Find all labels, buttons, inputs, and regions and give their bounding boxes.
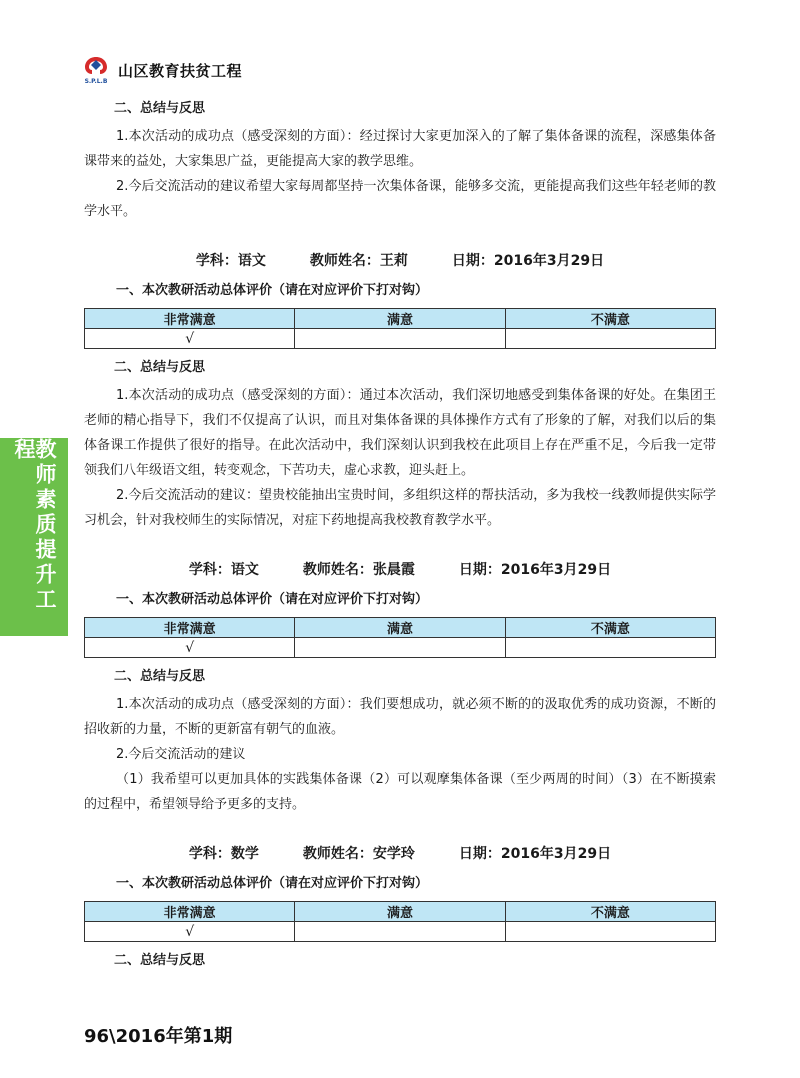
table-header-row <box>85 618 716 638</box>
summary-paragraph: 1.本次活动的成功点（感受深刻的方面）：经过探讨大家更加深入的了解了集体备课的流程，深感集体备课带来的益处，大家集思广益，更能提高大家的教学思维。 <box>84 129 716 169</box>
logo-icon <box>82 55 110 85</box>
page-header <box>82 50 242 90</box>
summary-paragraph: 1.本次活动的成功点（感受深刻的方面）：我们要想成功，就必须不断的的汲取优秀的成功资源，不断的招收新的力量，不断的更新富有朝气的血液。 <box>84 697 716 737</box>
checkmark-cell: √ <box>85 638 295 658</box>
summary-paragraph: （1）我希望可以更加具体的实践集体备课（2）可以观摩集体备课（至少两周的时间）（3）在不断摸索的过程中，希望领导给予更多的支持。 <box>84 772 716 812</box>
column-header: 满意 <box>295 309 505 329</box>
logo-text: S.P.L.B <box>84 78 108 85</box>
empty-cell <box>505 922 715 942</box>
table-row <box>85 922 716 942</box>
teacher-info-line <box>84 841 716 867</box>
checkmark-cell: √ <box>85 922 295 942</box>
summary-heading: 二、总结与反思 <box>114 953 206 968</box>
subject-label: 学科：语文 <box>188 562 259 578</box>
subject-label: 学科：语文 <box>195 253 266 269</box>
column-header: 不满意 <box>505 309 715 329</box>
column-header: 不满意 <box>505 618 715 638</box>
teacher-name-label: 教师姓名：张晨霞 <box>302 562 415 578</box>
column-header: 满意 <box>295 618 505 638</box>
date-label: 日期：2016年3月29日 <box>458 846 612 862</box>
side-tab <box>0 438 68 636</box>
evaluation-table <box>84 617 716 658</box>
table-header-row <box>85 309 716 329</box>
page-footer: 96\2016年第1期 <box>84 1026 233 1047</box>
column-header: 非常满意 <box>85 309 295 329</box>
column-header: 非常满意 <box>85 618 295 638</box>
header-title: 山区教育扶贫工程 <box>118 61 243 80</box>
checkmark-cell: √ <box>85 329 295 349</box>
empty-cell <box>505 638 715 658</box>
subject-label: 学科：数学 <box>188 846 259 862</box>
teacher-name-label: 教师姓名：王莉 <box>309 253 408 269</box>
summary-heading: 二、总结与反思 <box>114 360 206 375</box>
empty-cell <box>295 329 505 349</box>
empty-cell <box>295 638 505 658</box>
summary-paragraph: 2.今后交流活动的建议：望贵校能抽出宝贵时间，多组织这样的帮扶活动，多为我校一线教师提供实际学习机会，针对我校师生的实际情况，对症下药地提高我校教育教学水平。 <box>84 488 716 528</box>
column-header: 不满意 <box>505 902 715 922</box>
summary-paragraph: 2.今后交流活动的建议希望大家每周都坚持一次集体备课，能够多交流，更能提高我们这些年轻老师的教学水平。 <box>84 179 716 219</box>
date-label: 日期：2016年3月29日 <box>458 562 612 578</box>
teacher-name-label: 教师姓名：安学玲 <box>302 846 415 862</box>
evaluation-heading: 一、本次教研活动总体评价（请在对应评价下打对钩） <box>116 876 429 891</box>
empty-cell <box>505 329 715 349</box>
evaluation-heading: 一、本次教研活动总体评价（请在对应评价下打对钩） <box>116 592 429 607</box>
evaluation-table <box>84 901 716 942</box>
summary-heading: 二、总结与反思 <box>114 101 206 116</box>
column-header: 满意 <box>295 902 505 922</box>
date-label: 日期：2016年3月29日 <box>451 253 605 269</box>
suggestion-heading: 2.今后交流活动的建议 <box>116 747 246 762</box>
evaluation-heading: 一、本次教研活动总体评价（请在对应评价下打对钩） <box>116 283 429 298</box>
main-content <box>84 98 716 976</box>
evaluation-table <box>84 308 716 349</box>
teacher-info-line <box>84 557 716 583</box>
summary-heading: 二、总结与反思 <box>114 669 206 684</box>
table-header-row <box>85 902 716 922</box>
teacher-info-line <box>84 248 716 274</box>
empty-cell <box>295 922 505 942</box>
column-header: 非常满意 <box>85 902 295 922</box>
side-tab-text: 教师素质提升工程 <box>12 438 57 613</box>
table-row <box>85 329 716 349</box>
summary-paragraph: 1.本次活动的成功点（感受深刻的方面）：通过本次活动，我们深切地感受到集体备课的好处。在集团王老师的精心指导下，我们不仅提高了认识，而且对集体备课的具体操作方式有了形象的了解，对我们以后的集体备课工作提供了很好的指导。在此次活动中，我们深刻认识到我校在此项目上存在严重不足，今后我一定带领我们八年级语文组，转变观念，下苦功夫，虚心求教，迎头赶上。 <box>84 388 716 478</box>
table-row <box>85 638 716 658</box>
